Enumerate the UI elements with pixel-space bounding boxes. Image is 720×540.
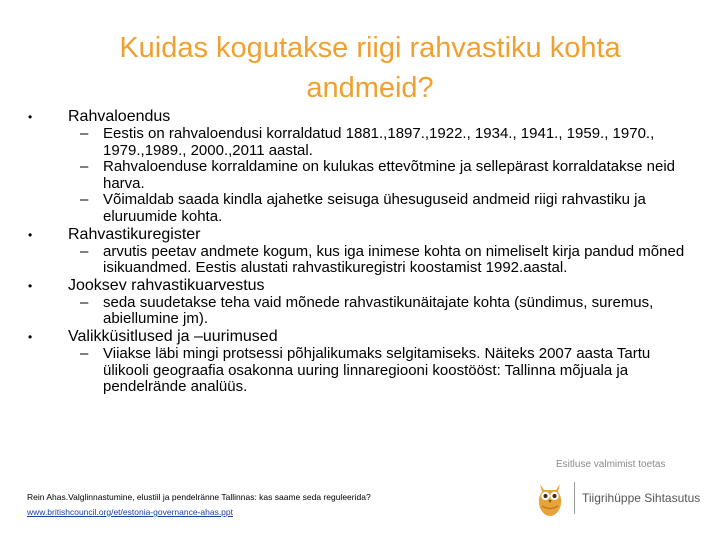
footer-link[interactable]: www.britishcouncil.org/et/estonia-governance-ahas.ppt [27, 507, 234, 517]
sub-item-text: Rahvaloenduse korraldamine on kulukas ettevõtmine ja sellepärast korraldatakse neid harva. [103, 158, 675, 192]
logo-name: Tiigrihüppe Sihtasutus [582, 491, 701, 505]
sub-item-text: seda suudetakse teha vaid mõnede rahvastikunäitajate kohta (sündimus, suremus, abiellumine jm). [103, 293, 654, 328]
sub-item [0, 244, 720, 277]
bullet-icon: • [28, 227, 33, 242]
title-line-2: andmeid? [306, 72, 434, 104]
sub-item [0, 295, 720, 328]
footer-citation: Rein Ahas.Valglinnastumine, elustiil ja pendelränne Tallinnas: kas saame seda reguleerida? [27, 492, 371, 502]
bullet-item-rahvaloendus [0, 108, 720, 126]
bullet-item-jooksev-arvestus [0, 277, 720, 295]
bullet-item-valikkusitlused [0, 328, 720, 346]
slide-title [40, 28, 700, 108]
owl-shape [539, 484, 561, 516]
sub-item [0, 192, 720, 225]
dash-icon: – [80, 242, 89, 260]
sub-item [0, 159, 720, 192]
sub-item-text: arvutis peetav andmete kogum, kus iga inimese kohta on nimeliselt kirja pandud mõned isikuandmed. Eestis alustati rahvastikuregistri koostamist 1992.aastal. [103, 242, 685, 277]
logo-tagline: Esitluse valmimist toetas [556, 459, 666, 470]
sub-item-text: Eestis on rahvaloendusi korraldatud 1881.,1897.,1922., 1934., 1941., 1959., 1970., 1979.,1989., 2000.,2011 aastal. [103, 125, 655, 159]
dash-icon: – [80, 158, 89, 176]
title-line-1: Kuidas kogutakse riigi rahvastiku kohta [119, 32, 621, 64]
bullet-icon: • [28, 278, 33, 293]
bullet-icon: • [28, 110, 33, 124]
bullet-icon: • [28, 329, 33, 344]
dash-icon: – [80, 344, 89, 362]
sub-item [0, 126, 720, 159]
owl-logo-icon [532, 478, 568, 518]
dash-icon: – [80, 191, 89, 209]
bullet-text: Valikküsitlused ja –uurimused [68, 327, 278, 345]
bullet-item-rahvastikuregister [0, 226, 720, 244]
slide-content [0, 108, 720, 396]
sub-item-text: Võimaldab saada kindla ajahetke seisuga ühesuguseid andmeid riigi rahvastiku ja eluruumide kohta. [103, 191, 646, 225]
sub-item-text: Viiakse läbi mingi protsessi põhjalikumaks selgitamiseks. Näiteks 2007 aasta Tartu ülikooli geograafia osakonna uuring linnaregiooni koostööst: Tallinna mõjuala ja pendelrände analüüs. [103, 344, 651, 396]
logo-divider [574, 482, 575, 514]
sub-item [0, 346, 720, 396]
dash-icon: – [80, 293, 89, 311]
bullet-text: Jooksev rahvastikuarvestus [68, 276, 265, 294]
bullet-text: Rahvaloendus [68, 108, 171, 125]
bullet-text: Rahvastikuregister [68, 225, 201, 243]
dash-icon: – [80, 125, 89, 142]
